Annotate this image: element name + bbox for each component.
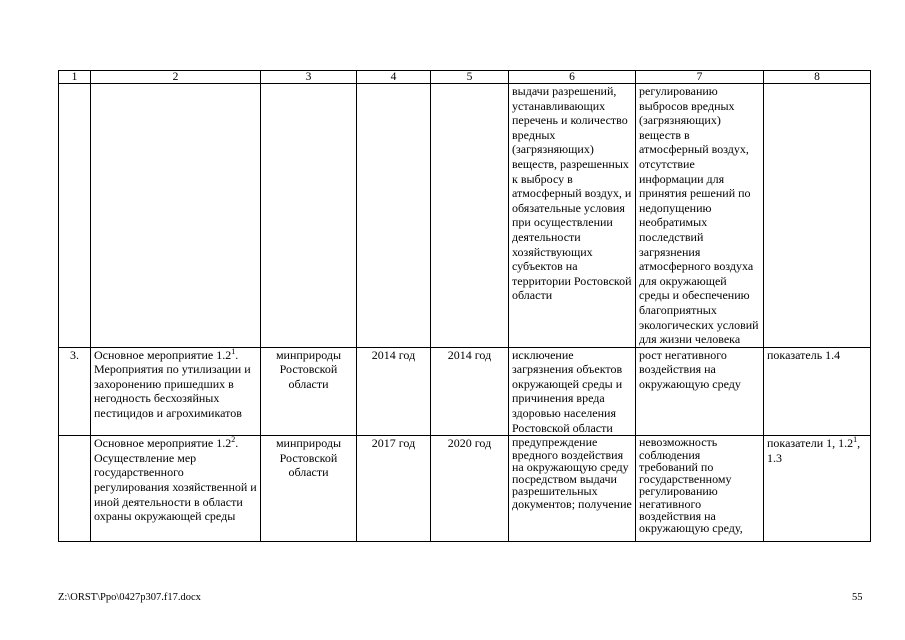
risk-cell xyxy=(636,436,764,542)
consequence-cell: исключение загрязнения объектов окружающей среды и причинения вреда здоровью населения Ростовской области xyxy=(509,347,636,436)
start-cell: 2014 год xyxy=(357,347,431,436)
end-cell: 2014 год xyxy=(431,347,509,436)
consequence-cell: выдачи разрешений, устанавливающих перечень и количество вредных (загрязняющих) веществ, разрешенных к выбросу в атмосферный воздух, и обязательные условия при осуществлении деятельности хозяйствующих субъектов на территории Ростовской области xyxy=(509,84,636,348)
header-cell: 1 xyxy=(59,71,91,84)
file-path: Z:\ORST\Ppo\0427p307.f17.docx xyxy=(58,592,201,603)
header-cell: 7 xyxy=(636,71,764,84)
executor-cell: минприроды Ростовской области xyxy=(261,436,357,542)
measure-text: Мероприятия по утилизации и захоронению пришедших в негодность бесхозяйных пестицидов и агрохимикатов xyxy=(94,362,251,421)
indicator-cell xyxy=(764,436,871,542)
header-cell: 8 xyxy=(764,71,871,84)
measure-title: Основное мероприятие 1.2 xyxy=(94,347,232,362)
header-cell: 2 xyxy=(91,71,261,84)
header-cell: 4 xyxy=(357,71,431,84)
cell-empty xyxy=(357,84,431,348)
executor-cell: минприроды Ростовской области xyxy=(261,347,357,436)
indicator-text: показатели 1, 1.2 xyxy=(767,436,854,451)
table-row xyxy=(59,347,871,436)
cell-empty xyxy=(764,84,871,348)
risk-cell: регулированию выбросов вредных (загрязняющих) веществ в атмосферный воздух, отсутствие информации для принятия решений по недопущению необратимых последствий загрязнения атмосферного воздуха для окружающей среды и обеспечению благоприятных экологических условий для жизни человека xyxy=(636,84,764,348)
consequence-text: предупреждение вредного воздействия на окружающую среду посредством выдачи разрешительных документов; получение xyxy=(512,436,632,511)
row-number xyxy=(59,436,91,542)
cell-empty xyxy=(261,84,357,348)
table-row xyxy=(59,84,871,348)
indicator-cell: показатель 1.4 xyxy=(764,347,871,436)
indicator-text-suffix: , 1.3 xyxy=(767,436,861,465)
header-cell: 6 xyxy=(509,71,636,84)
measure-superscript: 2 xyxy=(231,436,236,445)
header-cell: 3 xyxy=(261,71,357,84)
header-cell: 5 xyxy=(431,71,509,84)
consequence-cell xyxy=(509,436,636,542)
measure-title-punct: . xyxy=(235,347,239,362)
header-row xyxy=(59,71,871,84)
risk-text: невозможность соблюдения требований по государственному регулированию негативного воздействия на окружающую среду, xyxy=(639,436,743,536)
measure-superscript: 1 xyxy=(231,347,236,356)
risk-cell: рост негативного воздействия на окружающую среду xyxy=(636,347,764,436)
measure-text: Осуществление мер государственного регулирования хозяйственной и иной деятельности в области охраны окружающей среды xyxy=(94,450,257,524)
measure-cell xyxy=(91,436,261,542)
cell-empty xyxy=(91,84,261,348)
page-number: 55 xyxy=(852,592,863,603)
end-cell: 2020 год xyxy=(431,436,509,542)
measure-title-punct: . xyxy=(235,436,239,451)
start-cell: 2017 год xyxy=(357,436,431,542)
row-number: 3. xyxy=(59,347,91,436)
measure-cell xyxy=(91,347,261,436)
cell-empty xyxy=(431,84,509,348)
indicator-superscript: 1 xyxy=(853,435,858,445)
measure-title: Основное мероприятие 1.2 xyxy=(94,436,232,451)
table-row xyxy=(59,436,871,542)
cell-empty xyxy=(59,84,91,348)
measures-table xyxy=(58,70,871,542)
